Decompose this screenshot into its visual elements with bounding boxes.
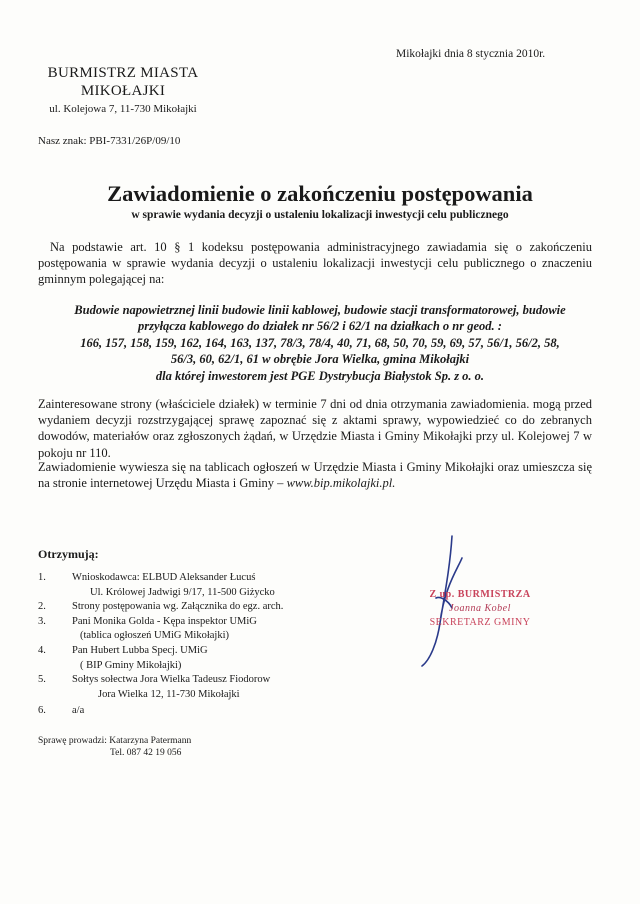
subject-line: 166, 157, 158, 159, 162, 164, 163, 137, 78/3, 78/4, 40, 71, 68, 50, 70, 59, 69, 57, 56/1, 56/2, 58, bbox=[80, 335, 560, 350]
list-number: 3. bbox=[38, 615, 46, 627]
subject-line: przyłącza kablowego do działek nr 56/2 i 62/1 na działkach o nr geod. : bbox=[138, 319, 502, 334]
list-number: 4. bbox=[38, 644, 46, 656]
phone-number: Tel. 087 42 19 056 bbox=[110, 748, 182, 758]
list-text-continued: ( BIP Gminy Mikołajki) bbox=[80, 659, 182, 671]
paragraph-intro: Na podstawie art. 10 § 1 kodeksu postępowania administracyjnego zawiadamia się o zakończeniu postępowania w sprawie wydania decyzji o ustaleniu lokalizacji inwestycji celu publicznego o znaczeniu gminnym polegającej na: bbox=[38, 240, 592, 287]
document-subtitle: w sprawie wydania decyzji o ustaleniu lokalizacji inwestycji celu publicznego bbox=[131, 209, 509, 221]
list-item bbox=[38, 644, 283, 659]
list-item bbox=[38, 615, 283, 630]
subject-line: 56/3, 60, 62/1, 61 w obrębie Jora Wielka, gmina Mikołajki bbox=[170, 352, 470, 367]
paragraph-parties: Zainteresowane strony (właściciele działek) w terminie 7 dni od dnia otrzymania zawiadomienia. mogą przed wydaniem decyzji rozstrzygającej sprawę zapoznać się z aktami sprawy, wypowiedzieć co do zebranych dowodów, materiałów oraz zgłoszonych żądań, w Urzędzie Miasta i Gminy Mikołajki przy ul. Kolejowej 7 w pokoju nr 110. bbox=[38, 397, 592, 460]
reference-number: Nasz znak: PBI-7331/26P/09/10 bbox=[38, 135, 181, 147]
date-line: Mikołajki dnia 8 stycznia 2010r. bbox=[396, 48, 546, 60]
list-text: a/a bbox=[72, 705, 85, 717]
stamp-line: Z up. BURMISTRZA bbox=[429, 589, 531, 600]
list-text-continued: Ul. Królowej Jadwigi 9/17, 11-500 Giżycko bbox=[90, 586, 275, 598]
investment-subject bbox=[50, 302, 590, 384]
recipients-heading: Otrzymują: bbox=[38, 547, 99, 561]
stamp-line: SEKRETARZ GMINY bbox=[429, 617, 531, 628]
list-text: Strony postępowania wg. Załącznika do egz. arch. bbox=[72, 601, 284, 613]
list-item bbox=[38, 704, 283, 719]
list-item bbox=[38, 571, 283, 586]
list-number: 5. bbox=[38, 674, 46, 686]
list-text: Sołtys sołectwa Jora Wielka Tadeusz Fiodorow bbox=[72, 674, 271, 686]
list-number: 2. bbox=[38, 601, 46, 613]
list-text-continued: Jora Wielka 12, 11-730 Mikołajki bbox=[98, 688, 240, 700]
list-item bbox=[38, 600, 283, 615]
recipients-list bbox=[38, 571, 283, 719]
sender-block bbox=[38, 64, 208, 117]
publication-text: Zawiadomienie wywiesza się na tablicach ogłoszeń w Urzędzie Miasta i Gminy Mikołajki oraz umieszcza się na stronie internetowej Urzędu Miasta i Gminy – bbox=[38, 460, 592, 491]
subject-line: dla której inwestorem jest PGE Dystrybucja Białystok Sp. z o. o. bbox=[155, 368, 485, 383]
sender-address: ul. Kolejowa 7, 11-730 Mikołajki bbox=[49, 103, 197, 115]
official-stamp bbox=[400, 588, 560, 630]
sender-title-line1: BURMISTRZ MIASTA bbox=[47, 65, 199, 81]
list-text-continued: (tablica ogłoszeń UMiG Mikołajki) bbox=[80, 630, 230, 642]
sender-title-line2: MIKOŁAJKI bbox=[80, 83, 166, 99]
list-text: Wnioskodawca: ELBUD Aleksander Łucuś bbox=[72, 572, 256, 583]
prepared-by: Sprawę prowadzi: Katarzyna Patermann bbox=[38, 736, 192, 746]
list-number: 1. bbox=[38, 572, 46, 583]
list-item bbox=[38, 673, 283, 688]
subject-line: Budowie napowietrznej linii budowie linii kablowej, budowie stacji transformatorowej, budowie bbox=[74, 303, 566, 317]
paragraph-publication bbox=[38, 459, 592, 491]
document-title: Zawiadomienie o zakończeniu postępowania bbox=[107, 181, 533, 206]
footer-contact bbox=[38, 735, 191, 759]
list-text: Pan Hubert Lubba Specj. UMiG bbox=[72, 644, 208, 656]
stamp-line: Joanna Kobel bbox=[449, 603, 511, 614]
bip-link[interactable]: www.bip.mikolajki.pl. bbox=[286, 476, 396, 491]
list-number: 6. bbox=[38, 705, 46, 717]
list-text: Pani Monika Golda - Kępa inspektor UMiG bbox=[72, 615, 257, 627]
